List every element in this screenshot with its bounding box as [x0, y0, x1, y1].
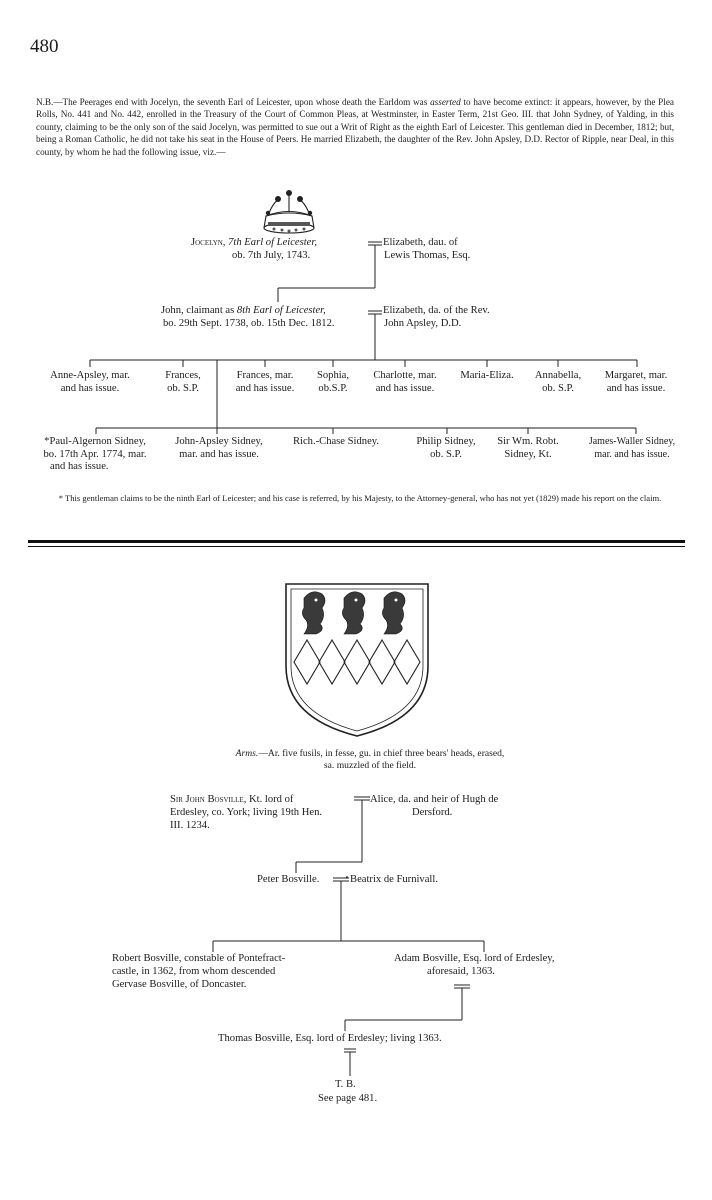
- footnote: * This gentleman claims to be the ninth Earl of Leicester; and his case is referred, by his Majesty, to the Attorney-general, who has not yet (1829) made his report on the claim.: [58, 493, 662, 503]
- arms-blazon: [230, 748, 510, 773]
- thomas-bosville: Thomas Bosville, Esq. lord of Erdesley; living 1363.: [218, 1033, 442, 1044]
- see-page-reference: See page 481.: [318, 1093, 378, 1104]
- daughter-sophia: Sophia, ob.S.P.: [316, 370, 350, 394]
- note-italic: asserted: [430, 97, 461, 107]
- beatrix-de-furnivall: Beatrix de Furnivall.: [350, 874, 438, 885]
- daughter-maria-eliza: Maria-Eliza.: [460, 370, 514, 381]
- daughter-frances-sp: Frances, ob. S.P.: [165, 370, 201, 394]
- daughter-frances-mar: Frances, mar. and has issue.: [235, 370, 295, 394]
- john-l2: bo. 29th Sept. 1738, ob. 15th Dec. 1812.: [163, 318, 335, 329]
- page-number: 480: [30, 36, 59, 57]
- jocelyn-title: 7th Earl of Leicester,: [225, 237, 317, 248]
- son-rich-chase: Rich.-Chase Sidney.: [292, 436, 380, 447]
- son-james-waller: James-Waller Sidney, mar. and has issue.: [588, 436, 676, 460]
- daughter-anne-apsley: Anne-Apsley, mar. and has issue.: [50, 370, 130, 394]
- robert-bosville-l3: Gervase Bosville, of Doncaster.: [112, 979, 247, 990]
- daughter-margaret: Margaret, mar. and has issue.: [604, 370, 668, 394]
- bosville-arms-shield: [282, 580, 432, 740]
- robert-bosville-l1: Robert Bosville, constable of Pontefract-: [112, 953, 286, 964]
- elizabeth-thomas-l1: Elizabeth, dau. of: [383, 237, 458, 248]
- tb-initials: T. B.: [335, 1079, 356, 1090]
- note-prefix: N.B.—The Peerages end with Jocelyn, the seventh Earl of Leicester, upon whose death the Earldom was: [36, 97, 431, 107]
- peter-bosville: Peter Bosville.: [257, 874, 320, 885]
- sir-john-bosville-l1: Sir John Bosville, Kt. lord of: [170, 794, 294, 805]
- elizabeth-thomas-l2: Lewis Thomas, Esq.: [384, 250, 471, 261]
- section-rule-thick: [28, 540, 685, 543]
- adam-bosville-l2: aforesaid, 1363.: [427, 966, 495, 977]
- daughter-charlotte: Charlotte, mar. and has issue.: [373, 370, 437, 394]
- elizabeth-apsley-l1: Elizabeth, da. of the Rev.: [383, 305, 490, 316]
- sir-john-bosville-l2: Erdesley, co. York; living 19th Hen.: [170, 807, 323, 818]
- john-l1b: 8th Earl of Leicester,: [236, 305, 326, 316]
- john-sidney-entry: [161, 305, 326, 318]
- sir-john-bosville-l3: III. 1234.: [170, 820, 210, 831]
- elizabeth-apsley-l2: John Apsley, D.D.: [384, 318, 462, 329]
- son-paul-algernon: *Paul-Algernon Sidney, bo. 17th Apr. 1774, mar. and has issue.: [43, 436, 147, 473]
- robert-bosville-l2: castle, in 1362, from whom descended: [112, 966, 276, 977]
- alice-l2: Dersford.: [412, 807, 453, 818]
- alice-l1: Alice, da. and heir of Hugh de: [370, 794, 499, 805]
- bears-head-icon: [302, 592, 405, 634]
- arms-label: Arms.: [235, 748, 259, 759]
- son-john-apsley: John-Apsley Sidney, mar. and has issue.: [175, 436, 263, 460]
- arms-text: —Ar. five fusils, in fesse, gu. in chief three bears' heads, erased, sa. muzzled of the field.: [258, 748, 505, 772]
- note-rest: to have become extinct: it appears, however, by the Plea Rolls, No. 441 and No. 442, enrolled in the Treasury of the Court of Common Pleas, at Westminster, in Easter Term, 21st Geo. III. that John Sydney, of Yalding, in this county, claiming to be the only son of the said Jocelyn, was permitted to sue out a Writ of Right as the eighth Earl of Leicester. This gentleman died in December, 1812; but, being a Roman Catholic, he did not take his seat in the House of Peers. He married Elizabeth, the daughter of the Rev. John Apsley, D.D. Rector of Ripple, near Deal, in this county, by whom he had the following issue, viz.—: [36, 97, 675, 157]
- jocelyn-entry: [191, 237, 317, 250]
- section-rule-thin: [28, 546, 685, 547]
- jocelyn-name: Jocelyn,: [191, 237, 226, 248]
- son-philip: Philip Sidney, ob. S.P.: [416, 436, 476, 460]
- john-l1a: John, claimant as: [161, 305, 237, 316]
- adam-bosville-l1: Adam Bosville, Esq. lord of Erdesley,: [394, 953, 555, 964]
- son-sir-wm-robt: Sir Wm. Robt. Sidney, Kt.: [497, 436, 559, 460]
- daughter-annabella: Annabella, ob. S.P.: [534, 370, 582, 394]
- jocelyn-obit: ob. 7th July, 1743.: [232, 250, 311, 261]
